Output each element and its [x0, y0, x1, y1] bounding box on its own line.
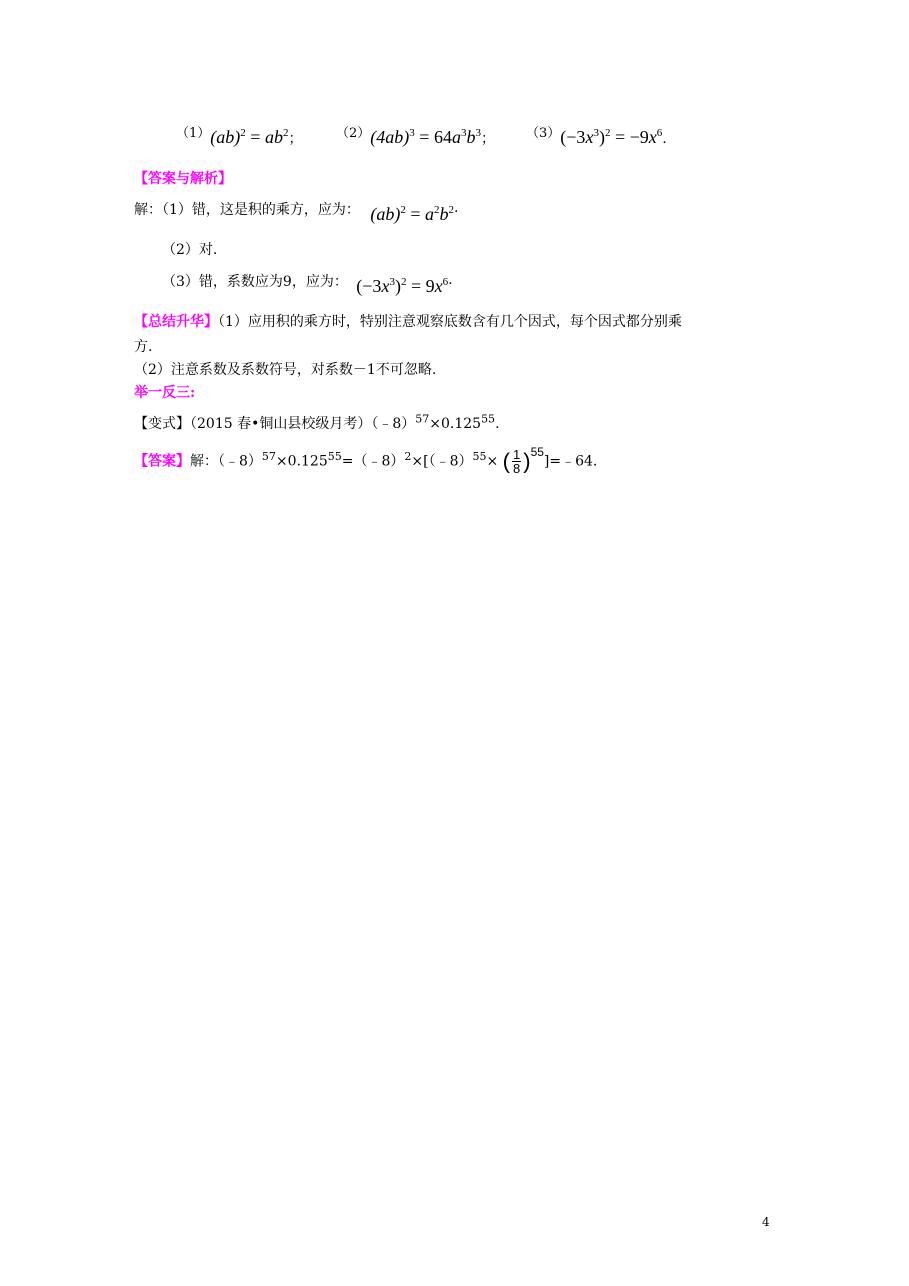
problem-2: $(2)(4ab)^3 = 64a^3b^3$；	[336, 126, 495, 147]
equation: $(-3x^3)^2 = -9x^6$	[560, 127, 663, 147]
equation: $(ab)^2 = ab^2$	[210, 127, 289, 147]
practice-header: 举一反三:	[134, 385, 196, 401]
summary-line-2: （2）注意系数及系数符号，对系数－1不可忽略.	[134, 362, 437, 378]
summary-line-1	[134, 314, 682, 331]
answer-line: 【答案】解：$(﹣8)^{57}\times 0.125^{55}=(﹣8)^2\times[(﹣8)^{55}\times$ ( $\frac{1}{8}$ )55]=﹣64.	[134, 444, 598, 476]
solution-line-2: （2）对.	[162, 242, 218, 258]
fraction: $\frac{1}{8}$	[513, 447, 521, 476]
solution-equation: $(ab)^2 = a^2b^2$	[370, 204, 455, 224]
page-number: 4	[762, 1215, 770, 1229]
variant-line: 【变式】（2015 春•铜山县校级月考）$(﹣8)^{57}\times 0.125^{55}$.	[134, 412, 500, 432]
solution-line-3: （3）错，系数应为9，应为： $(-3x^3)^2 = 9x^6$.	[162, 272, 453, 296]
solution-text: 解：（1）错，这是积的乘方，应为：	[134, 202, 360, 218]
problem-1: $(1)(ab)^2 = ab^2$；	[176, 126, 303, 147]
problem-3: $(3)(-3x^3)^2 = -9x^6$.	[526, 126, 667, 147]
summary-header: 【总结升华】	[134, 314, 218, 330]
left-paren: (	[502, 448, 510, 474]
summary-text: （1）应用积的乘方时，特别注意观察底数含有几个因式，每个因式都分别乘	[218, 314, 682, 330]
summary-line-1-cont: 方.	[134, 339, 153, 355]
right-paren: )	[523, 448, 531, 474]
problem-number: （2）	[336, 126, 371, 141]
solution-equation: $(-3x^3)^2 = 9x^6$	[356, 276, 449, 296]
problem-number: （1）	[176, 126, 211, 141]
problem-number: （3）	[526, 126, 561, 141]
solution-line-1: 解：（1）错，这是积的乘方，应为： $(ab)^2 = a^2b^2$.	[134, 200, 459, 224]
solution-text: （3）错，系数应为9，应为：	[162, 274, 348, 290]
answer-analysis-header: 【答案与解析】	[134, 171, 232, 187]
equation: $(4ab)^3 = 64a^3b^3$	[370, 127, 481, 147]
answer-header: 【答案】	[134, 453, 190, 470]
